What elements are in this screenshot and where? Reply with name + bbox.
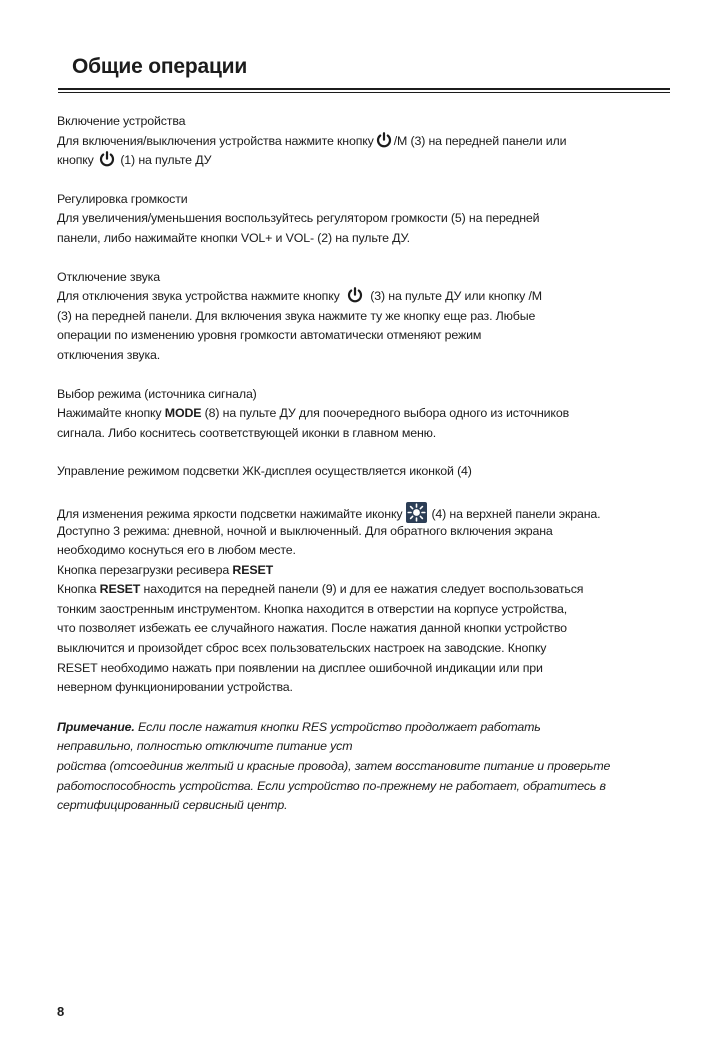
- text-run: Если после нажатия кнопки RES устройство продолжает работать: [137, 719, 541, 734]
- paragraph-line: [57, 502, 702, 522]
- page-number: 8: [57, 1004, 65, 1019]
- paragraph-line: неправильно, полностью отключите питание уст: [57, 739, 353, 754]
- text-run: (4) на верхней панели экрана.: [431, 506, 601, 521]
- section-backlight: [57, 462, 702, 482]
- title-divider: [58, 88, 670, 90]
- text-run: Для включения/выключения устройства нажмите кнопку: [57, 133, 374, 148]
- paragraph-line: отключения звука.: [57, 347, 161, 362]
- text-run: (3) на пульте ДУ или кнопку /M: [370, 289, 542, 304]
- paragraph-line: Для увеличения/уменьшения воспользуйтесь регулятором громкости (5) на передней: [57, 211, 540, 226]
- paragraph-line: [57, 404, 702, 424]
- sun-icon: [406, 502, 427, 523]
- text-run: (8) на пульте ДУ для поочередного выбора одного из источников: [204, 406, 569, 421]
- power-icon: [347, 287, 363, 303]
- section-brightness: [57, 502, 702, 561]
- title-divider-thin: [58, 92, 670, 93]
- document-body: [57, 112, 702, 816]
- paragraph-line: (3) на передней панели. Для включения звука нажмите ту же кнопку еще раз. Любые: [57, 308, 536, 323]
- paragraph-line: Доступно 3 режима: дневной, ночной и выключенный. Для обратного включения экрана: [57, 523, 553, 538]
- paragraph-line: [57, 287, 702, 307]
- section-reset: [57, 561, 702, 698]
- paragraph-line: сертифицированный сервисный центр.: [57, 798, 288, 813]
- power-icon: [376, 132, 392, 148]
- text-run: Для изменения режима яркости подсветки нажимайте иконку: [57, 506, 403, 521]
- paragraph-line: неверном функционировании устройства.: [57, 680, 293, 695]
- reset-keyword: RESET: [99, 582, 141, 597]
- paragraph-line: выключится и произойдет сброс всех пользовательских настроек на заводские. Кнопку: [57, 641, 547, 656]
- paragraph-line: [57, 580, 702, 600]
- reset-keyword: RESET: [232, 562, 273, 577]
- text-run: Кнопка перезагрузки ресивера: [57, 562, 230, 577]
- paragraph-line: Управление режимом подсветки ЖК-дисплея осуществляется иконкой (4): [57, 464, 472, 479]
- power-icon: [99, 151, 115, 167]
- section-heading: Включение устройства: [57, 114, 186, 128]
- section-mute: [57, 268, 702, 366]
- section-heading: Выбор режима (источника сигнала): [57, 386, 257, 401]
- text-run: кнопку: [57, 153, 94, 168]
- text-run: находится на передней панели (9) и для ее нажатия следует воспользоваться: [143, 582, 584, 597]
- mode-keyword: MODE: [164, 406, 202, 421]
- text-run: (1) на пульте ДУ: [120, 153, 212, 168]
- section-note: [57, 718, 702, 816]
- paragraph-line: необходимо коснуться его в любом месте.: [57, 543, 296, 558]
- paragraph-line: [57, 718, 702, 738]
- section-heading: [57, 561, 702, 581]
- page-title: Общие операции: [72, 55, 248, 78]
- paragraph-line: [57, 151, 702, 171]
- paragraph-line: что позволяет избежать ее случайного нажатия. После нажатия данной кнопки устройство: [57, 621, 567, 636]
- section-volume: [57, 190, 702, 249]
- text-run: Для отключения звука устройства нажмите кнопку: [57, 289, 340, 304]
- note-label: Примечание.: [57, 719, 135, 734]
- section-heading: Отключение звука: [57, 269, 160, 284]
- section-power: [57, 112, 702, 171]
- text-run: Нажимайте кнопку: [57, 406, 162, 421]
- paragraph-line: тонким заостренным инструментом. Кнопка находится в отверстии на корпусе устройства,: [57, 601, 568, 616]
- paragraph-line: RESET необходимо нажать при появлении на дисплее ошибочной индикации или при: [57, 660, 543, 675]
- paragraph-line: сигнала. Либо коснитесь соответствующей иконки в главном меню.: [57, 425, 437, 440]
- paragraph-line: ройства (отсоединив желтый и красные провода), затем восстановите питание и проверьте: [57, 759, 611, 774]
- section-heading: Регулировка громкости: [57, 191, 188, 206]
- text-run: Кнопка: [57, 582, 97, 597]
- paragraph-line: операции по изменению уровня громкости автоматически отменяют режим: [57, 328, 482, 343]
- paragraph-line: работоспособность устройства. Если устройство по-прежнему не работает, обратитесь в: [57, 778, 606, 793]
- paragraph-line: [57, 132, 702, 152]
- text-run: /M (3) на передней панели или: [393, 133, 567, 148]
- paragraph-line: панели, либо нажимайте кнопки VOL+ и VOL- (2) на пульте ДУ.: [57, 230, 410, 245]
- section-mode: [57, 385, 702, 444]
